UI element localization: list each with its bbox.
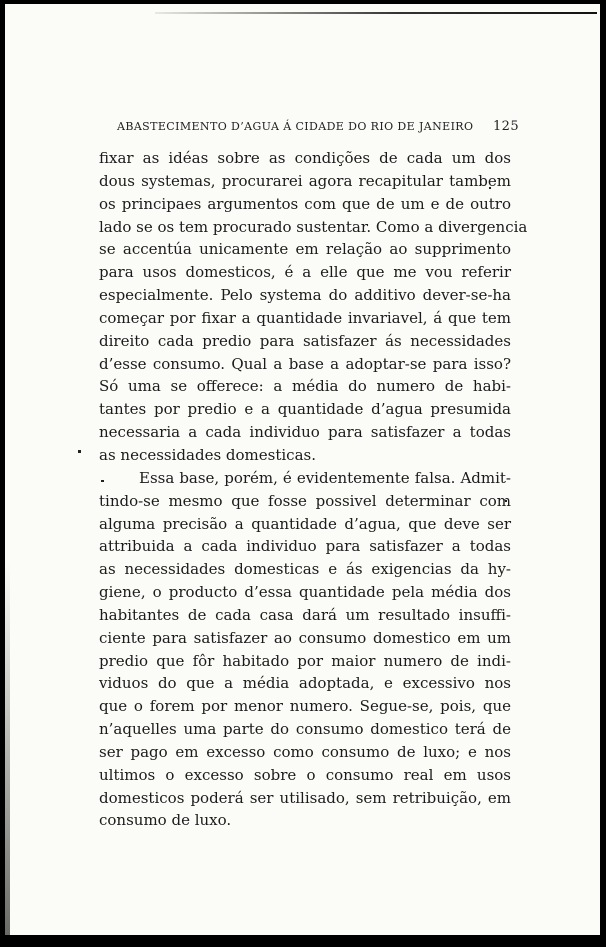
text-line: Essa base, porém, é evidentemente falsa. Admit- [139,468,511,487]
running-header [117,119,519,134]
text-line: ser pago em excesso como consumo de luxo; e nos [99,742,511,761]
text-line: especialmente. Pelo systema do additivo dever-se-ha [99,286,511,305]
text-line: direito cada predio para satisfazer ás necessidades [99,331,511,350]
text-line: ultimos o excesso sobre o consumo real em usos [99,765,511,784]
page-number: 125 [492,119,519,134]
paragraph [99,467,511,833]
text-line: que o forem por menor numero. Segue-se, pois, que [99,697,511,716]
text-line: habitantes de cada casa dará um resultado insuffi- [99,605,511,624]
text-line: domesticos poderá ser utilisado, sem retribuição, em [99,788,511,807]
text-line: dous systemas, procurarei agora recapitular tambem [99,171,511,190]
text-line: tindo-se mesmo que fosse possivel determinar com [99,491,511,510]
text-line: tantes por predio e a quantidade d’agua presumida [99,400,511,419]
text-line: começar por fixar a quantidade invariavel, á que tem [99,308,511,327]
text-line: giene, o producto d’essa quantidade pela média dos [99,583,511,602]
text-line: os principaes argumentos com que de um e de outro [99,194,511,213]
book-page [5,4,600,935]
text-line: alguma precisão a quantidade d’agua, que deve ser [99,514,511,533]
page-edge-shadow [5,4,10,935]
text-line: attribuida a cada individuo para satisfazer a todas [99,537,511,556]
text-line: as necessidades domesticas e ás exigencias da hy- [99,560,511,579]
text-line: se accentúa unicamente em relação ao supprimento [99,240,511,259]
top-scan-rule [155,12,597,14]
text-line: consumo de luxo. [99,811,232,830]
text-line: predio que fôr habitado por maior numero de indi- [99,651,511,670]
text-line: viduos do que a média adoptada, e excessivo nos [99,674,511,693]
text-line: lado se os tem procurado sustentar. Como a divergencia [99,217,528,236]
text-line: necessaria a cada individuo para satisfazer a todas [99,423,511,442]
text-line: n’aquelles uma parte do consumo domestico terá de [99,720,511,739]
running-title: ABASTECIMENTO D’AGUA Á CIDADE DO RIO DE JANEIRO [117,120,474,133]
paragraph [99,147,528,467]
text-line: fixar as idéas sobre as condições de cada um dos [99,149,511,167]
text-line: as necessidades domesticas. [99,445,316,464]
text-line: d’esse consumo. Qual a base a adoptar-se para isso? [99,354,511,373]
text-line: Só uma se offerece: a média do numero de habi- [99,377,511,396]
body-text [99,147,528,832]
scan-speck [78,450,81,453]
text-line: ciente para satisfazer ao consumo domestico em um [99,628,511,647]
text-line: para usos domesticos, é a elle que me vou referir [99,263,511,282]
